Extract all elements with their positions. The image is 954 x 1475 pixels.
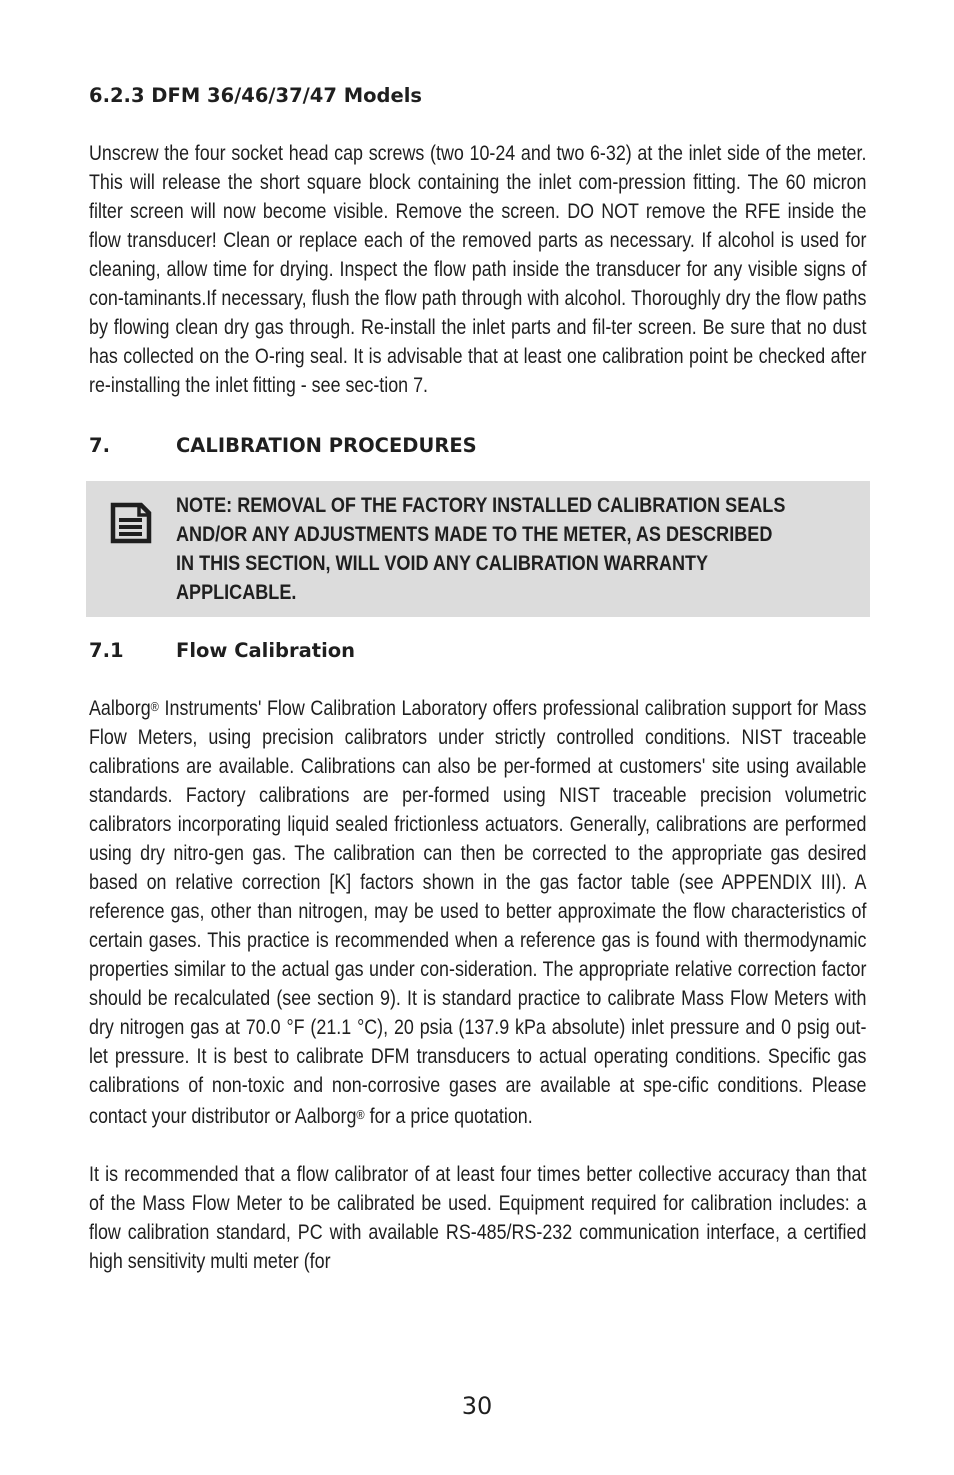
section-6-2-3-paragraph: Unscrew the four socket head cap screws (two 10-24 and two 6-32) at the inlet side of the meter. This will release the short square block containing the inlet com-pression fitting. The 60 micron filter screen will now become visible. Remove the screen. DO NOT remove the RFE inside the flow transducer! Clean or replace each of the removed parts as necessary. If alcohol is used for cleaning, allow time for drying. Inspect the flow path inside the transducer for any visible signs of con-taminants.If necessary, flush the flow path through with alcohol. Thoroughly dry the flow paths by flowing clean dry gas through. Re-install the inlet parts and fil-ter screen. Be sure that no dust has collected on the O-ring seal. It is advisable that at least one calibration point be checked after re-installing the inlet fitting - see sec-tion 7. xyxy=(89,142,867,397)
note-line-2: AND/OR ANY ADJUSTMENTS MADE TO THE METER, AS DESCRIBED xyxy=(176,522,773,546)
note-text-block xyxy=(176,491,954,607)
section-6-2-3-heading: 6.2.3 DFM 36/46/37/47 Models xyxy=(89,84,422,107)
section-7-1-title: Flow Calibration xyxy=(176,639,356,662)
page-content xyxy=(89,84,866,1276)
section-7-number: 7. xyxy=(89,434,110,457)
section-7-1-heading xyxy=(89,639,866,662)
paragraph-1-end: for a price quotation. xyxy=(364,1105,533,1128)
note-icon-wrap xyxy=(86,491,176,607)
section-7-1-number: 7.1 xyxy=(89,639,124,662)
note-document-icon xyxy=(110,502,152,544)
brand-name: Aalborg xyxy=(89,697,151,720)
paragraph-1-body: Instruments' Flow Calibration Laboratory offers professional calibration support for Mass Flow Meters, using precision calibrators under strictly controlled conditions. NIST traceable calibrations are available. Calibrations can also be per-formed at customers' site using available standards. Factory calibrations are per-formed using NIST traceable precision volumetric calibrators incorporating liquid sealed frictionless actuators. Generally, calibrations are performed using dry nitro-gen gas. The calibration can then be corrected to the appropriate gas desired based on relative correction [K] factors shown in the gas factor table (see APPENDIX III). A reference gas, other than nitrogen, may be used to better approximate the flow characteristics of certain gases. This practice is recommended when a reference gas is found with thermodynamic properties similar to the actual gas under con-sideration. The appropriate relative correction factor should be recalculated (see section 9). It is standard practice to calibrate Mass Flow Meters with dry nitrogen gas at 70.0 °F (21.1 °C), 20 psia (137.9 kPa absolute) inlet pressure and 0 psig out-let pressure. It is best to calibrate DFM transducers to actual operating conditions. Specific gas calibrations of non-toxic and non-corrosive gases are available at spe-cific conditions. Please contact your distributor or Aalborg xyxy=(89,697,867,1128)
registered-mark-2: ® xyxy=(356,1107,365,1122)
note-line-4: APPLICABLE. xyxy=(176,580,297,604)
section-7-1-paragraph-2: It is recommended that a flow calibrator of at least four times better collective accuracy than that of the Mass Flow Meter to be calibrated be used. Equipment required for calibration includes: a flow calibration standard, PC with available RS-485/RS-232 communication interface, a certified high sensitivity multi meter (for xyxy=(89,1163,867,1273)
section-7-1-paragraph-1 xyxy=(89,692,866,1131)
note-line-1: NOTE: REMOVAL OF THE FACTORY INSTALLED CALIBRATION SEALS xyxy=(176,493,786,517)
section-7-title: CALIBRATION PROCEDURES xyxy=(176,434,477,457)
registered-mark: ® xyxy=(150,699,159,714)
note-box xyxy=(86,481,870,617)
note-line-3: IN THIS SECTION, WILL VOID ANY CALIBRATION WARRANTY xyxy=(176,551,709,575)
page-number: 30 xyxy=(461,1392,493,1420)
section-7-heading xyxy=(89,434,866,457)
